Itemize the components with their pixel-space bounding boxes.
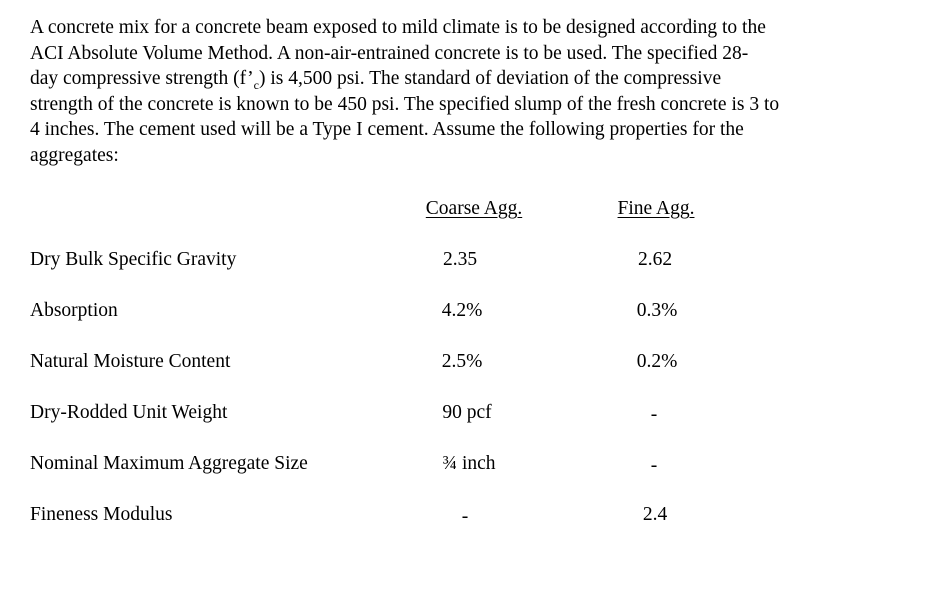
row-label-absorption: Absorption (30, 300, 118, 321)
row-label-dry-rodded-unit-weight: Dry-Rodded Unit Weight (30, 402, 228, 423)
problem-line-2: ACI Absolute Volume Method. A non-air-entrained concrete is to be used. The specified 28- (30, 42, 749, 64)
problem-line-1: A concrete mix for a concrete beam exposed to mild climate is to be designed according to the (30, 17, 766, 38)
row-value-coarse-specific-gravity: 2.35 (442, 249, 478, 270)
row-value-coarse-unit-weight: 90 pcf (442, 402, 492, 423)
row-label-fineness-modulus: Fineness Modulus (30, 504, 173, 525)
row-value-fine-specific-gravity: 2.62 (637, 249, 673, 270)
row-value-fine-unit-weight: - (650, 404, 658, 425)
row-value-fine-max-size: - (650, 455, 658, 476)
row-value-coarse-moisture: 2.5% (441, 351, 483, 372)
row-value-coarse-absorption: 4.2% (441, 300, 483, 321)
problem-line-4: strength of the concrete is known to be 450 psi. The specified slump of the fresh concrete is 3 to (30, 93, 780, 115)
row-value-fine-fineness: 2.4 (642, 504, 668, 525)
problem-line-3-subscript: c (253, 77, 259, 92)
problem-line-3-after: ) is 4,500 psi. The standard of deviation of the compressive (258, 68, 722, 89)
row-value-coarse-max-size: ¾ inch (442, 453, 496, 474)
header-fine-agg: Fine Agg. (617, 198, 695, 219)
row-value-fine-moisture: 0.2% (636, 351, 678, 372)
row-label-natural-moisture-content: Natural Moisture Content (30, 351, 231, 372)
row-label-nominal-max-aggregate-size: Nominal Maximum Aggregate Size (30, 453, 308, 474)
problem-line-5: 4 inches. The cement used will be a Type I cement. Assume the following properties for the (30, 119, 744, 140)
row-value-fine-absorption: 0.3% (636, 300, 678, 321)
problem-line-6: aggregates: (30, 144, 119, 166)
header-coarse-agg: Coarse Agg. (425, 198, 523, 219)
row-value-coarse-fineness: - (461, 506, 469, 527)
problem-line-3-before: day compressive strength (f’ (30, 68, 254, 89)
row-label-dry-bulk-specific-gravity: Dry Bulk Specific Gravity (30, 249, 237, 270)
